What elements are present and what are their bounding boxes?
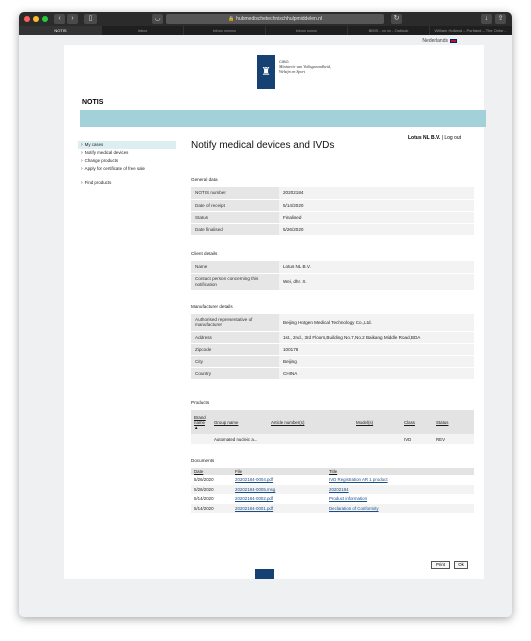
- shield-icon[interactable]: ◡: [152, 14, 163, 24]
- logo-line2: Welzijn en Sport: [279, 69, 306, 74]
- cell-date: 5/26/2020: [194, 477, 214, 483]
- table-row: [191, 261, 474, 273]
- field-label: Contact person concerning this notification: [191, 273, 279, 290]
- table-row: [191, 504, 474, 514]
- sidebar-item-change-products[interactable]: [78, 157, 176, 165]
- header-label: Model(s): [356, 419, 374, 425]
- crest-icon: ♜: [261, 66, 271, 78]
- table-row[interactable]: [191, 434, 474, 444]
- cell-brand: [191, 434, 211, 444]
- field-label: Zipcode: [191, 343, 279, 355]
- sidebar-item-my-cases[interactable]: [78, 141, 176, 149]
- footer-logo-block: [255, 569, 274, 579]
- maximize-window-icon[interactable]: [42, 16, 48, 22]
- header-label: Group name: [214, 419, 239, 425]
- app-title: NOTIS: [82, 99, 104, 106]
- cell-date: 5/14/2020: [194, 496, 214, 502]
- field-label: Date of receipt: [191, 199, 279, 211]
- field-value: Beijing Hotgen Medical Technology Co.,Ltd.: [279, 314, 474, 331]
- column-header-article[interactable]: [268, 410, 353, 434]
- field-label: City: [191, 355, 279, 367]
- sidebar-toggle-icon[interactable]: ▯: [84, 14, 97, 24]
- language-label: Nederlands: [422, 38, 448, 44]
- field-value: 5/14/2020: [279, 199, 474, 211]
- browser-toolbar: [19, 12, 512, 26]
- section-title-products: Products: [191, 400, 210, 405]
- table-header-row: [191, 468, 474, 475]
- close-window-icon[interactable]: [24, 16, 30, 22]
- header-label: Class: [404, 419, 415, 425]
- logo-bar: [257, 55, 275, 89]
- chevron-right-icon: ›: [81, 166, 83, 172]
- column-header-status[interactable]: [433, 410, 474, 434]
- chevron-right-icon: ›: [81, 142, 83, 148]
- column-header-file[interactable]: [232, 468, 326, 475]
- separator: |: [441, 135, 443, 141]
- client-details-table: [191, 261, 474, 291]
- field-label: Status: [191, 211, 279, 223]
- title-link[interactable]: Declaration of Conformity: [329, 505, 379, 511]
- column-header-class[interactable]: [401, 410, 433, 434]
- logo-abbr: CIBG: [279, 59, 289, 64]
- column-header-date[interactable]: [191, 468, 232, 475]
- column-header-brand[interactable]: [191, 410, 211, 434]
- share-icon[interactable]: ⇪: [495, 14, 506, 24]
- file-link[interactable]: 20202184-0001.pdf: [235, 505, 274, 511]
- cell-date: 5/14/2020: [191, 504, 232, 514]
- table-row: [191, 273, 474, 290]
- table-row: [191, 475, 474, 485]
- file-link[interactable]: 20202184-0002.pdf: [235, 496, 274, 502]
- field-label: Country: [191, 367, 279, 379]
- logout-link[interactable]: Log out: [444, 135, 462, 141]
- sidebar-item-label: Apply for certificate of free sale: [84, 166, 145, 171]
- cell-model: [353, 434, 401, 444]
- sort-asc-icon: ▲: [194, 424, 199, 430]
- field-value: Wei, dhr. X.: [279, 273, 474, 290]
- tab-bar: [19, 26, 512, 35]
- header-label: Title: [329, 469, 338, 474]
- table-row: [191, 355, 474, 367]
- field-value: 20202184: [279, 187, 474, 199]
- lock-icon: 🔒: [227, 16, 235, 22]
- user-name: Lotus NL B.V.: [408, 135, 441, 141]
- field-label: Authorised representative of manufacturer: [191, 314, 279, 331]
- browser-window: [19, 12, 512, 617]
- title-link[interactable]: 20202184: [329, 486, 349, 492]
- table-row: [191, 331, 474, 343]
- address-bar[interactable]: [166, 14, 384, 24]
- column-header-title[interactable]: [326, 468, 474, 475]
- sidebar: [78, 141, 176, 187]
- sidebar-item-find-products[interactable]: [78, 179, 176, 187]
- print-button[interactable]: Print: [431, 561, 450, 569]
- browser-tab[interactable]: Inbox xxxxx: [265, 26, 347, 35]
- manufacturer-details-table: [191, 314, 474, 380]
- table-row: [191, 211, 474, 223]
- header-label: Article number(s): [271, 419, 305, 425]
- field-label: Address: [191, 331, 279, 343]
- field-label: Name: [191, 261, 279, 273]
- cell-status: REV: [433, 434, 474, 444]
- section-title-client: Client details: [191, 251, 218, 256]
- table-row: [191, 223, 474, 235]
- field-label: Date finalised: [191, 223, 279, 235]
- main-content: [191, 138, 475, 151]
- table-row: [191, 485, 474, 495]
- general-data-table: [191, 187, 474, 236]
- header-label: Status: [436, 419, 449, 425]
- field-value: 1st., 2nd., 3rd Floors,Building No.7,No.2 Baikang Middle Road,BDA: [279, 331, 474, 343]
- browser-tab[interactable]: Inbox xxxxxx: [183, 26, 265, 35]
- documents-table: [191, 468, 474, 513]
- flag-icon: [450, 39, 457, 43]
- title-link[interactable]: Product information: [329, 496, 368, 502]
- section-title-general: General data: [191, 177, 218, 182]
- sidebar-item-label: My cases: [84, 142, 104, 147]
- cell-article: [268, 434, 353, 444]
- sidebar-item-label: Notify medical devices: [84, 150, 129, 155]
- table-row: [191, 314, 474, 331]
- chevron-right-icon: ›: [81, 158, 83, 164]
- forward-icon[interactable]: ›: [67, 14, 78, 24]
- sidebar-item-label: Find products: [84, 180, 112, 185]
- sidebar-item-free-sale[interactable]: [78, 165, 176, 173]
- file-link[interactable]: 20202184-0005.msg: [235, 486, 276, 492]
- url-text: hubmedischetechnischhulpmiddelen.nl: [236, 16, 323, 22]
- download-icon[interactable]: ↓: [481, 14, 492, 24]
- column-header-group[interactable]: [211, 410, 268, 434]
- logo: [257, 55, 357, 89]
- browser-tab[interactable]: NOTIS: [19, 26, 101, 35]
- table-row: [191, 187, 474, 199]
- sidebar-item-label: Change products: [84, 158, 119, 163]
- field-value: Beijing: [279, 355, 474, 367]
- header-label: Date: [194, 469, 204, 474]
- ok-button[interactable]: Ok: [454, 561, 468, 569]
- page-title: Notify medical devices and IVDs: [191, 140, 335, 151]
- field-value: CHINA: [279, 367, 474, 379]
- minimize-window-icon[interactable]: [33, 16, 39, 22]
- reload-icon[interactable]: ↻: [391, 14, 402, 24]
- table-row: [191, 199, 474, 211]
- browser-tab[interactable]: BIMS - xx xx - Outlook: [347, 26, 429, 35]
- cell-date: 5/26/2020: [191, 485, 232, 495]
- title-link[interactable]: IVD Registration AR 1 product: [329, 477, 388, 483]
- field-label: NOTIS number: [191, 187, 279, 199]
- cell-group: Automated nucleic a...: [211, 434, 268, 444]
- header-label: File: [235, 469, 243, 474]
- table-row: [191, 343, 474, 355]
- field-value: Finalised: [279, 211, 474, 223]
- browser-tab[interactable]: William Holland – Portland – The Oxfor…: [429, 26, 512, 35]
- table-row: [191, 494, 474, 504]
- section-title-documents: Documents: [191, 458, 215, 463]
- file-link[interactable]: 20202184-0004.pdf: [235, 477, 274, 483]
- header-band: [80, 110, 486, 127]
- section-title-manufacturer: Manufacturer details: [191, 304, 233, 309]
- browser-tab[interactable]: Inbox: [101, 26, 183, 35]
- chevron-right-icon: ›: [81, 150, 83, 156]
- back-icon[interactable]: ‹: [54, 14, 65, 24]
- table-row: [191, 367, 474, 379]
- header-label: Brand name: [194, 414, 206, 425]
- field-value: 5/26/2020: [279, 223, 474, 235]
- logo-text: [279, 59, 331, 74]
- logo-line1: Ministerie van Volksgezondheid,: [279, 64, 331, 69]
- cell-class: IVD: [401, 434, 433, 444]
- column-header-model[interactable]: [353, 410, 401, 434]
- field-value: Lotus NL B.V.: [279, 261, 474, 273]
- sidebar-item-notify[interactable]: [78, 149, 176, 157]
- chevron-right-icon: ›: [81, 180, 83, 186]
- table-header-row: [191, 410, 474, 434]
- field-value: 100176: [279, 343, 474, 355]
- language-switch[interactable]: [422, 38, 457, 44]
- products-table: [191, 410, 474, 444]
- page-container: [64, 45, 484, 579]
